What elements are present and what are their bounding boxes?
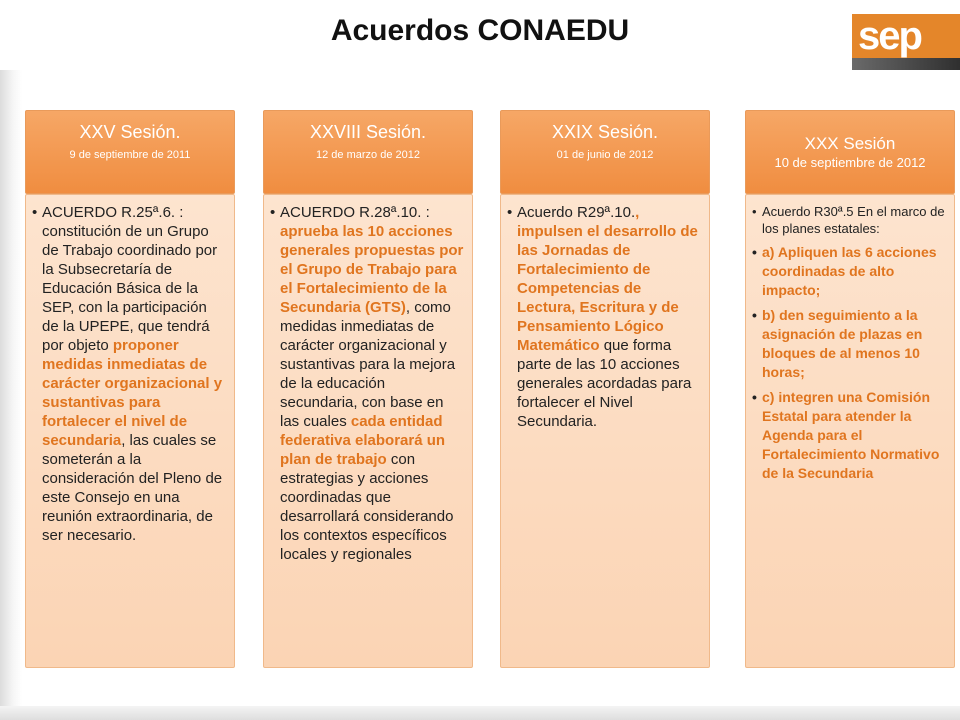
slide-title: Acuerdos CONAEDU (330, 14, 630, 47)
session-date: 10 de septiembre de 2012 (774, 155, 926, 170)
agreement-text (517, 203, 701, 431)
text-part: , como medidas inmediatas de carácter organizacional y sustantivas para la mejora de la educación secundaria, con base en las cuales (280, 299, 456, 430)
session-title: XXX Sesión (804, 134, 896, 153)
session-date: 9 de septiembre de 2011 (69, 149, 191, 161)
session-column-xxix (500, 110, 710, 668)
text-part: Acuerdo R29ª.10. (517, 204, 636, 221)
session-body (745, 194, 955, 668)
agreement-text (280, 203, 464, 564)
highlight-text: , (635, 204, 640, 221)
session-date: 01 de junio de 2012 (556, 149, 654, 161)
agreement-item: • c) integren una Comisión Estatal para atender la Agenda para el Fortalecimiento Normativo de la Secundaria (762, 388, 946, 483)
agreement-text (42, 203, 226, 545)
highlight-text: proponer medidas inmediatas de carácter organizacional y sustantivas para fortalecer el nivel de secundaria (42, 337, 223, 449)
session-body (500, 194, 710, 668)
session-column-xxviii (263, 110, 473, 668)
session-column-xxx (745, 110, 955, 668)
text-part: , las cuales se someterán a la consideración del Pleno de este Consejo en una reunión extraordinaria, de ser necesario. (42, 432, 223, 544)
highlight-text: cada entidad federativa elaborará un plan de trabajo (280, 413, 446, 468)
session-header (745, 110, 955, 194)
session-body (25, 194, 235, 668)
text-part: con estrategias y acciones coordinadas que desarrollará considerando los contextos específicos locales y regionales (280, 451, 454, 563)
session-title: XXV Sesión. (79, 122, 181, 142)
logo-bar (852, 58, 960, 70)
highlight-text: aprueba las 10 acciones generales propuestas por el Grupo de Trabajo para el Fortalecimiento de la Secundaria (GTS) (280, 223, 464, 316)
session-header (500, 110, 710, 194)
agreement-intro: • Acuerdo R30ª.5 En el marco de los planes estatales: (762, 203, 946, 237)
session-header (263, 110, 473, 194)
text-part: ACUERDO R.25ª.6. : constitución de un Grupo de Trabajo coordinado por la Subsecretaría de Educación Básica de la SEP, con la participación de la UPEPE, que tendrá por objeto (42, 204, 218, 354)
text-part: que forma parte de las 10 acciones generales acordadas para fortalecer el Nivel Secundaria. (517, 337, 692, 430)
session-header (25, 110, 235, 194)
session-date: 12 de marzo de 2012 (316, 149, 420, 161)
sep-logo: sep (852, 14, 960, 70)
session-title: XXVIII Sesión. (309, 122, 427, 142)
agreement-item: • a) Apliquen las 6 acciones coordinadas de alto impacto; (762, 243, 946, 300)
left-shadow (0, 70, 22, 720)
text-part: ACUERDO R.28ª.10. : (280, 204, 430, 221)
bottom-band (0, 706, 960, 720)
highlight-text: impulsen el desarrollo de las Jornadas de Fortalecimiento de Competencias de Lectura, Escritura y de Pensamiento Lógico Matemático (517, 223, 698, 354)
session-title: XXIX Sesión. (551, 122, 659, 142)
session-body (263, 194, 473, 668)
session-column-xxv (25, 110, 235, 668)
agreement-item: • b) den seguimiento a la asignación de plazas en bloques de al menos 10 horas; (762, 306, 946, 382)
